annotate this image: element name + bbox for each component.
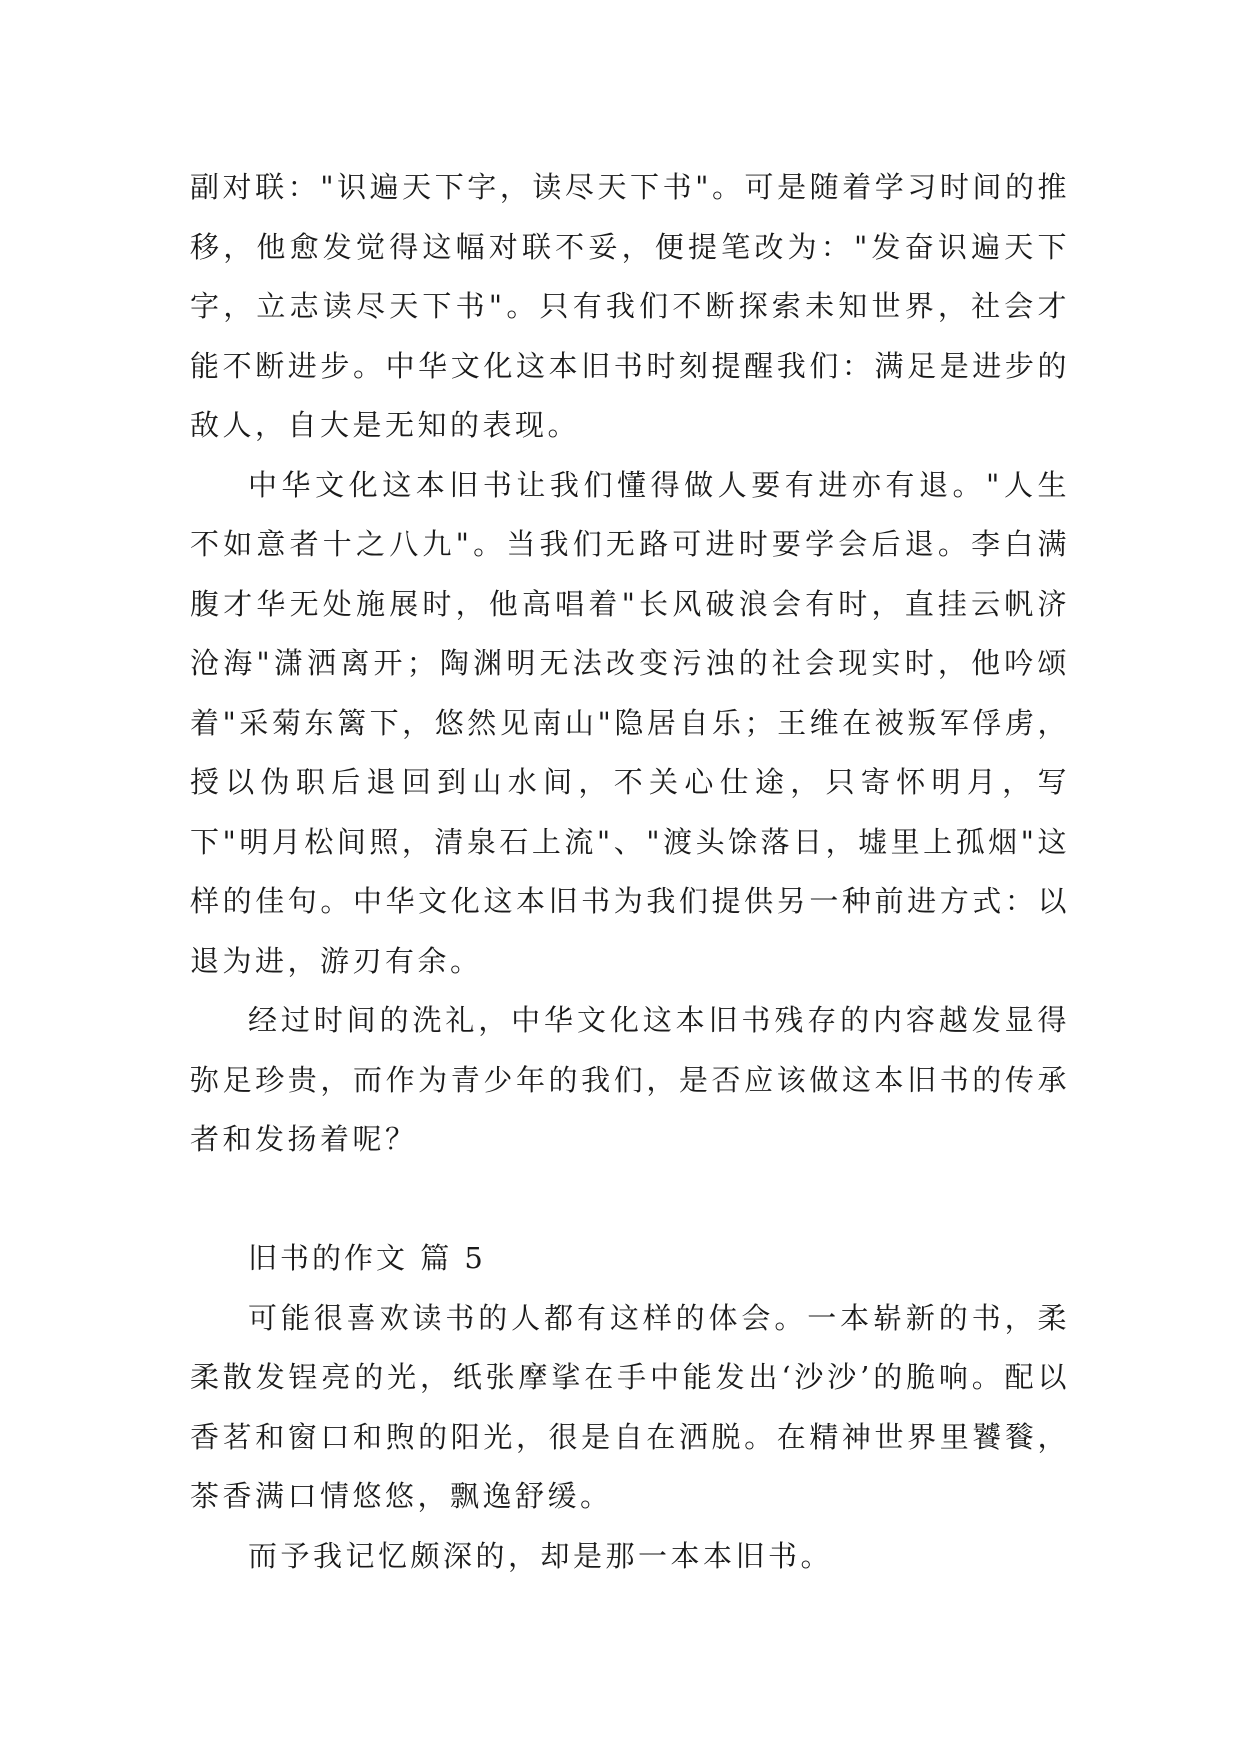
document-body bbox=[190, 158, 1070, 1586]
section-paragraph-2: 而予我记忆颇深的，却是那一本本旧书。 bbox=[248, 1538, 834, 1573]
blank-line bbox=[190, 1170, 1070, 1230]
section-heading: 旧书的作文 篇 5 bbox=[248, 1241, 486, 1275]
paragraph-3: 经过时间的洗礼，中华文化这本旧书残存的内容越发显得弥足珍贵，而作为青少年的我们，是否应该做这本旧书的传承者和发扬着呢？ bbox=[190, 1003, 1070, 1156]
paragraph-2: 中华文化这本旧书让我们懂得做人要有进亦有退。"人生不如意者十之八九"。当我们无路可进时要学会后退。李白满腹才华无处施展时，他高唱着"长风破浪会有时，直挂云帆济沧海"潇洒离开；陶渊明无法改变污浊的社会现实时，他吟颂着"采菊东篱下，悠然见南山"隐居自乐；王维在被叛军俘虏，授以伪职后退回到山水间，不关心仕途，只寄怀明月，写下"明月松间照，清泉石上流"、"渡头馀落日，墟里上孤烟"这样的佳句。中华文化这本旧书为我们提供另一种前进方式：以退为进，游刃有余。 bbox=[190, 467, 1070, 978]
section-paragraph-1: 可能很喜欢读书的人都有这样的体会。一本崭新的书，柔柔散发锃亮的光，纸张摩挲在手中能发出‘沙沙’的脆响。配以香茗和窗口和煦的阳光，很是自在洒脱。在精神世界里饕餮，茶香满口情悠悠，飘逸舒缓。 bbox=[190, 1300, 1070, 1513]
paragraph-1: 副对联："识遍天下字，读尽天下书"。可是随着学习时间的推移，他愈发觉得这幅对联不妥，便提笔改为："发奋识遍天下字，立志读尽天下书"。只有我们不断探索未知世界，社会才能不断进步。中华文化这本旧书时刻提醒我们：满足是进步的敌人，自大是无知的表现。 bbox=[190, 170, 1070, 442]
